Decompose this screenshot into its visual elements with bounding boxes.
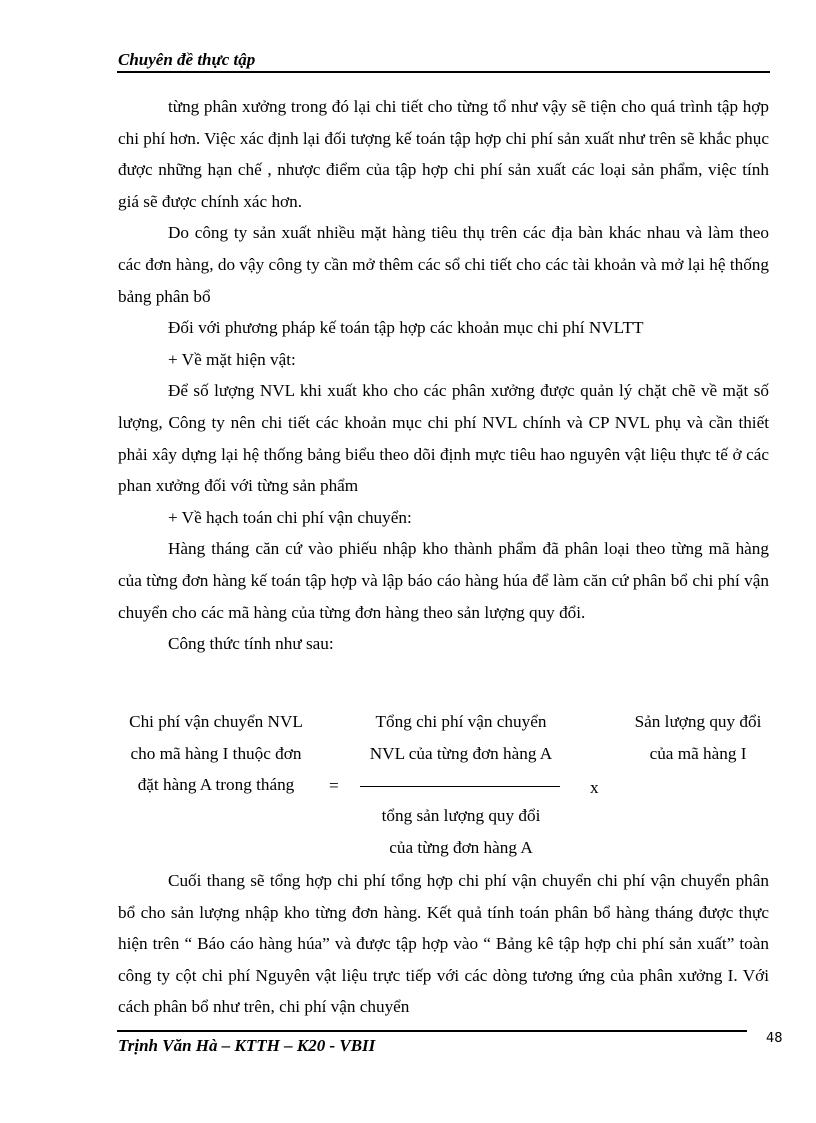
formula-left-line: Chi phí vận chuyển NVL bbox=[129, 712, 303, 731]
header-title: Chuyên đề thực tập bbox=[118, 50, 256, 69]
body-bottom bbox=[118, 865, 769, 1023]
paragraph: + Về hạch toán chi phí vận chuyển: bbox=[168, 507, 412, 527]
formula-times: x bbox=[590, 778, 599, 797]
body-top bbox=[118, 91, 769, 660]
formula-denominator bbox=[356, 800, 566, 863]
formula-left bbox=[118, 706, 314, 801]
fraction-bar bbox=[360, 786, 560, 787]
footer-rule bbox=[117, 1030, 747, 1032]
paragraph: Đối với phương pháp kế toán tập hợp các khoản mục chi phí NVLTT bbox=[168, 318, 644, 338]
page-number: 48 bbox=[766, 1031, 783, 1046]
paragraph: + Về mặt hiện vật: bbox=[168, 349, 296, 369]
paragraph: Hàng tháng căn cứ vào phiếu nhập kho thành phẩm đã phân loại theo từng mã hàng của từng đơn hàng kế toán tập hợp và lập báo cáo hàng húa để làm căn cứ phân bổ chi phí vận chuyển cho các mã hàng của từng đơn hàng theo sản lượng quy đổi. bbox=[118, 539, 769, 622]
paragraph: Công thức tính như sau: bbox=[168, 634, 334, 654]
formula-numerator bbox=[356, 706, 566, 769]
formula-left-line: cho mã hàng I thuộc đơn bbox=[130, 743, 302, 763]
allocation-formula bbox=[118, 706, 778, 866]
footer-author: Trịnh Văn Hà – KTTH – K20 - VBII bbox=[118, 1036, 376, 1055]
paragraph: Do công ty sản xuất nhiều mặt hàng tiêu thụ trên các địa bàn khác nhau và làm theo các đơn hàng, do vậy công ty cần mở thêm các sổ chi tiết cho các tài khoản và mở lại hệ thống bảng phân bổ bbox=[118, 223, 769, 306]
paragraph: Để số lượng NVL khi xuất kho cho các phân xưởng được quản lý chặt chẽ về mặt số lượng, Công ty nên chi tiết các khoản mục chi phí NVL chính và CP NVL phụ và cần thiết phải xây dựng lại hệ thống bảng biểu theo dõi định mực tiêu hao nguyên vật liệu thực tế ở các phan xưởng đối với từng sản phẩm bbox=[118, 381, 769, 496]
formula-right-line: Sản lượng quy đổi bbox=[634, 712, 762, 731]
formula-numerator-line: Tổng chi phí vận chuyển bbox=[375, 712, 547, 731]
formula-left-line: đặt hàng A trong tháng bbox=[137, 775, 295, 795]
paragraph: từng phân xưởng trong đó lại chi tiết cho từng tổ như vậy sẽ tiện cho quá trình tập hợp chi phí hơn. Việc xác định lại đối tượng kế toán tập hợp chi phí sản xuất như trên sẽ khắc phục được những hạn chế , nhược điểm của tập hợp chi phí sản xuất các loại sản phẩm, việc tính giá sẽ được chính xác hơn. bbox=[118, 97, 769, 211]
formula-right-line: của mã hàng I bbox=[649, 743, 747, 763]
formula-denominator-line: của từng đơn hàng A bbox=[389, 837, 533, 857]
header-rule bbox=[117, 71, 770, 73]
formula-denominator-line: tổng sản lượng quy đổi bbox=[381, 806, 541, 825]
formula-equals: = bbox=[329, 776, 339, 795]
formula-numerator-line: NVL của từng đơn hàng A bbox=[369, 743, 553, 763]
formula-right bbox=[618, 706, 778, 769]
paragraph: Cuối thang sẽ tổng hợp chi phí tổng hợp chi phí vận chuyển chi phí vận chuyển phân bổ cho sản lượng nhập kho từng đơn hàng. Kết quả tính toán phân bổ hàng tháng được thực hiện trên “ Báo cáo hàng húa” và được tập hợp vào “ Bảng kê tập hợp chi phí sản xuất” toàn công ty cột chi phí Nguyên vật liệu trực tiếp với các dòng tương ứng của phân xưởng I. Với cách phân bổ như trên, chi phí vận chuyển bbox=[118, 871, 769, 1017]
